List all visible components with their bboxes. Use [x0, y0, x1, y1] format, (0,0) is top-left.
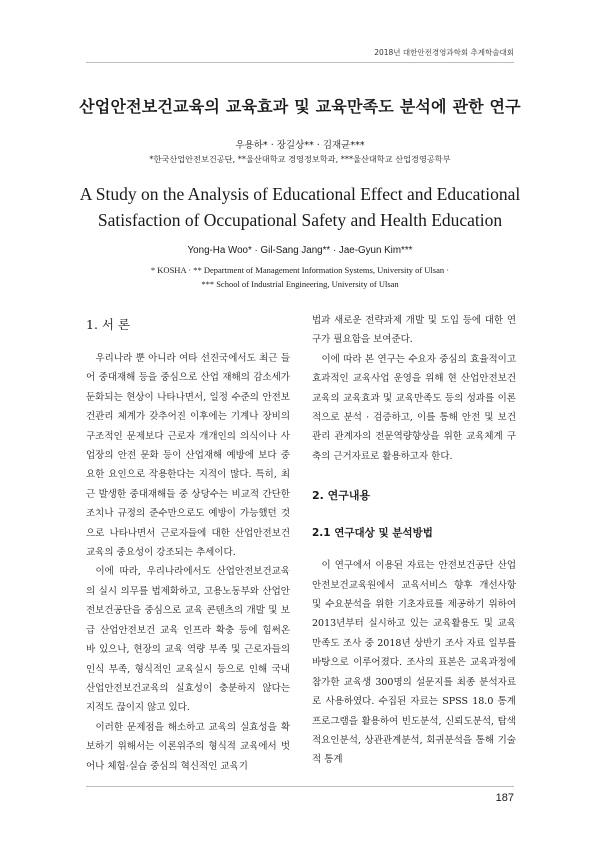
footer-rule: [86, 786, 514, 787]
running-head: 2018년 대한안전경영과학회 추계학술대회: [374, 48, 514, 57]
section-1-paragraph-2: 이에 따라, 우리나라에서도 산업안전보건교육의 실시 의무를 법제화하고, 고용노동부와 산업안전보건공단을 중심으로 교육 콘텐츠의 개발 및 보급 산업안전보건 교육 인프라 확충 등에 힘써온 바 있으나, 현장의 교육 역량 부족 및 근로자들의 인식 부족, 형식적인 교육실시 등으로 인해 국내 산업안전보건교육의 실효성이 충분하지 않다는 지적도 끊이지 않고 있다.: [86, 566, 290, 714]
title-english: A Study on the Analysis of Educational Effect and Educational Satisfaction of Occupational Safety and Health Education: [79, 184, 521, 230]
page-number: 187: [495, 792, 514, 804]
section-1-paragraph-1: 우리나라 뿐 아니라 여타 선진국에서도 최근 들어 중대재해 등을 중심으로 산업 재해의 감소세가 둔화되는 현상이 나타나면서, 일정 수준의 안전보건관리 체계가 갖추어진 이후에는 기계나 장비의 구조적인 문제보다 근로자 개개인의 의식이나 사업장의 안전 문화 등이 산업재해 예방에 보다 중요한 요인으로 작용한다는 지적이 많다. 특히, 최근 발생한 중대재해들 중 상당수는 비교적 간단한 조치나 규정의 준수만으로도 예방이 가능했던 것으로 나타나면서 근로자들에 대한 산업안전보건교육의 중요성이 강조되는 추세이다.: [86, 353, 290, 559]
section-1-heading: 1. 서 론: [86, 317, 131, 332]
subsection-2-1-heading: 2.1 연구대상 및 분석방법: [312, 527, 433, 540]
affiliations-english-line-1: * KOSHA · ** Department of Management Information Systems, University of Ulsan ·: [150, 265, 450, 275]
authors-korean: 우용하* · 장길상** · 김재균***: [235, 140, 365, 151]
right-column: [312, 311, 516, 770]
affiliations-korean: *한국산업안전보건공단, **울산대학교 경영정보학과, ***울산대학교 산업경영공학부: [149, 154, 451, 164]
section-1-paragraph-4: 이에 따라 본 연구는 수요자 중심의 효율적이고 효과적인 교육사업 운영을 위해 현 산업안전보건교육의 교육효과 및 교육만족도 등의 성과를 이론적으로 분석 · 검증하고, 이를 통해 안전 및 보건관리 관계자의 전문역량향상을 위한 교육체계 구축의 근거자료로 활용하고자 한다.: [312, 353, 516, 462]
affiliations-english: [0, 263, 600, 291]
header-rule: [86, 62, 514, 63]
section-2-paragraph-1: 이 연구에서 이용된 자료는 안전보건공단 산업안전보건교육원에서 교육서비스 향후 개선사항 및 수요분석을 위한 기초자료를 제공하기 위하여 2013년부터 실시하고 있는 교육활용도 및 교육만족도 조사 중 2018년 상반기 조사 자료 일부를 바탕으로 이루어졌다. 조사의 표본은 교육과정에 참가한 교육생 300명의 설문지를 최종 분석자료로 사용하였다. 수집된 자료는 SPSS 18.0 통계프로그램을 활용하여 빈도분석, 신뢰도분석, 탐색적요인분석, 상관관계분석, 회귀분석을 통해 기술적 통계: [312, 560, 516, 766]
section-2-heading: 2. 연구내용: [312, 489, 371, 503]
authors-english: Yong-Ha Woo* · Gil-Sang Jang** · Jae-Gyun Kim***: [187, 245, 413, 256]
section-1-paragraph-3-continued: 법과 새로운 전략과제 개발 및 도입 등에 대한 연구가 필요함을 보여준다.: [312, 315, 516, 346]
affiliations-english-line-2: *** School of Industrial Engineering, University of Ulsan: [201, 279, 399, 289]
title-korean: 산업안전보건교육의 교육효과 및 교육만족도 분석에 관한 연구: [79, 97, 521, 116]
section-1-paragraph-3: 이러한 문제점을 해소하고 교육의 실효성을 확보하기 위해서는 이론위주의 형식적 교육에서 벗어나 체험·실습 중심의 혁신적인 교육기: [86, 721, 290, 772]
left-column: [86, 311, 290, 776]
